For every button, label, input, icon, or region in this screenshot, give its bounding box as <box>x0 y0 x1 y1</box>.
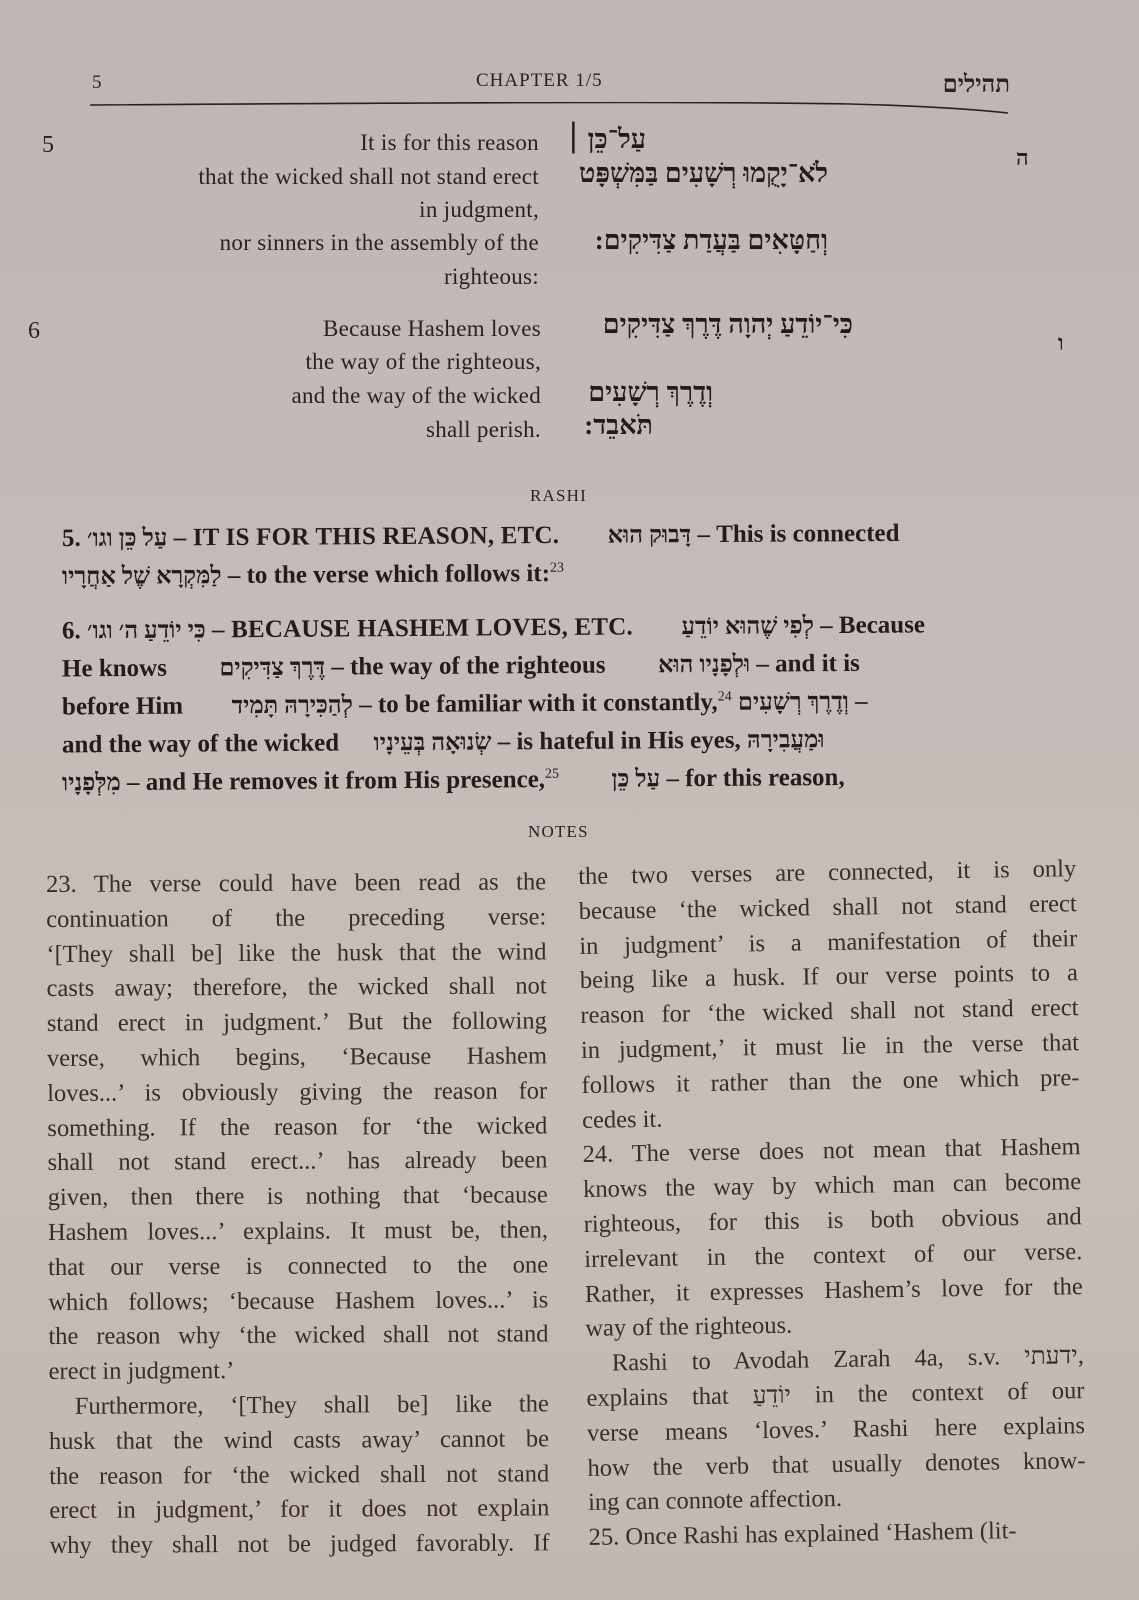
note-line: cedes it. <box>581 1105 663 1134</box>
rashi-line: מִלְּפָנָיו – and He removes it from His presence,$^{25}$ עַל כֵּן – for this reason, <box>61 763 845 797</box>
note-line: irrelevant in the context of our verse. <box>584 1237 1083 1273</box>
note-line: in judgment’ is a manifestation of their <box>579 924 1078 960</box>
verse-number: 6 <box>28 318 40 344</box>
note-line: reason for ‘the wicked shall not stand erect <box>580 994 1079 1030</box>
note-line: husk that the wind casts away’ cannot be <box>48 1425 550 1455</box>
running-header <box>90 66 1010 106</box>
verse-hebrew-letter: ו <box>1058 330 1064 355</box>
verse-hebrew-line: וְחַטָּאִים בַּעֲדַת צַדִּיקִים: <box>594 225 828 255</box>
page-number: 5 <box>92 72 102 93</box>
note-line: way of the righteous. <box>585 1312 793 1343</box>
rashi-line: 5. עַל כֵּן וגו׳ – IT IS FOR THIS REASON, ETC. דָּבוּק הוּא – This is connected <box>61 519 900 553</box>
note-line: explains that יוֹדֵעַ in the context of our <box>586 1377 1085 1412</box>
note-line: erect in judgment.’ <box>48 1357 235 1386</box>
chapter-title: CHAPTER 1/5 <box>476 70 603 91</box>
note-line: Furthermore, ‘[They shall be] like the <box>74 1390 549 1420</box>
note-line: stand erect in judgment.’ But the following <box>46 1007 547 1038</box>
rashi-line: לַמִּקְרָא שֶׁל אַחֲרָיו – to the verse which follows it:$^{23}$ <box>61 560 564 591</box>
note-line: 25. Once Rashi has explained ‘Hashem (lit- <box>588 1517 1017 1552</box>
note-line: erect in judgment,’ for it does not explain <box>49 1494 550 1525</box>
note-line: verse, which begins, ‘Because Hashem <box>46 1042 548 1072</box>
verse-hebrew-line: לֹא־יָקֻמוּ רְשָׁעִים בַּמִּשְׁפָּט <box>579 158 828 188</box>
note-line: continuation of the preceding verse: <box>46 903 547 933</box>
note-line: follows it rather than the one which pre- <box>581 1063 1080 1099</box>
rashi-heading: RASHI <box>530 486 588 505</box>
verse-english-line: shall perish. <box>425 417 541 442</box>
verse-hebrew-line: עַל־כֵּן ׀ <box>565 124 646 154</box>
note-line: 24. The verse does not mean that Hashem <box>582 1133 1081 1169</box>
verse-english-line: nor sinners in the assembly of the <box>219 230 539 255</box>
verse-english-line: and the way of the wicked <box>291 383 541 408</box>
note-line: Rashi to Avodah Zarah 4a, s.v. ידעתי, <box>611 1342 1085 1377</box>
note-line: loves...’ is obviously giving the reason for <box>47 1077 548 1107</box>
book-title-hebrew: תהילים <box>942 72 1010 98</box>
rashi-line: before Him לְהַכִּירָהּ תָּמִיד – to be familiar with it constantly,$^{24}$ וְדֶרֶךְ רְשָׁעִים – <box>61 687 868 721</box>
note-line: in judgment,’ it must lie in the verse that <box>580 1029 1080 1064</box>
note-line: given, then there is nothing that ‘because <box>47 1181 548 1212</box>
rashi-line: He knows דֶּרֶךְ צַדִּיקִים – the way of the righteous וּלְפָנָיו הוּא – and it is <box>61 649 860 683</box>
verse-english-line: righteous: <box>444 264 539 289</box>
verse-english-line: in judgment, <box>419 197 539 222</box>
note-line: Hashem loves...’ explains. It must be, then, <box>47 1216 548 1246</box>
note-line: the reason why ‘the wicked shall not stand <box>48 1320 549 1351</box>
note-line: because ‘the wicked shall not stand erect <box>578 889 1077 925</box>
note-line: how the verb that usually denotes know- <box>587 1446 1086 1482</box>
verse-hebrew-line: וְדֶרֶךְ רְשָׁעִים <box>588 377 713 407</box>
note-line: Rather, it expresses Hashem’s love for the <box>584 1272 1083 1308</box>
note-line: shall not stand erect...’ has already been <box>47 1146 548 1177</box>
verse-english-line: the way of the righteous, <box>305 349 541 374</box>
notes-heading: NOTES <box>528 822 589 841</box>
verse-english-line: It is for this reason <box>360 130 539 155</box>
verse-hebrew-line: כִּי־יוֹדֵעַ יְהוָה דֶּרֶךְ צַדִּיקִים <box>602 309 853 339</box>
verse-hebrew-letter: ה <box>1016 145 1029 170</box>
note-line: the two verses are connected, it is only <box>578 855 1077 890</box>
verse-english-line: that the wicked shall not stand erect <box>198 164 539 189</box>
verse-number: 5 <box>42 132 54 158</box>
note-line: something. If the reason for ‘the wicked <box>47 1111 548 1142</box>
verse-hebrew-line: תֹּאבֵד: <box>584 410 653 440</box>
rashi-line: and the way of the wicked שְׂנוּאָה בְּעֵינָיו – is hateful in His eyes, וּמַעֲבִירָהּ <box>61 726 825 759</box>
note-line: which follows; ‘because Hashem loves...’ is <box>48 1285 549 1316</box>
rashi-line: 6. כִּי יוֹדֵעַ ה׳ וגו׳ – BECAUSE HASHEM LOVES, ETC. לְפִי שֶׁהוּא יוֹדֵעַ – Because <box>61 611 926 645</box>
header-rule <box>90 102 1008 116</box>
note-line: righteous, for this is both obvious and <box>583 1203 1082 1238</box>
verse-english-line: Because Hashem loves <box>322 316 541 341</box>
notes-column-right <box>578 852 1087 1556</box>
notes-column-left <box>46 865 550 1564</box>
note-line: ‘[They shall be] like the husk that the wind <box>46 937 547 968</box>
note-line: verse means ‘loves.’ Rashi here explains <box>586 1411 1086 1447</box>
note-line: being like a husk. If our verse points to a <box>579 959 1079 995</box>
note-line: ing can connote affection. <box>587 1485 843 1517</box>
note-line: the reason for ‘the wicked shall not stand <box>49 1459 550 1490</box>
note-line: that our verse is connected to the one <box>48 1251 549 1281</box>
note-line: knows the way by which man can become <box>582 1168 1082 1204</box>
note-line: why they shall not be judged favorably. If <box>49 1529 550 1560</box>
note-line: casts away; therefore, the wicked shall not <box>46 972 547 1003</box>
note-line: 23. The verse could have been read as the <box>46 868 547 898</box>
